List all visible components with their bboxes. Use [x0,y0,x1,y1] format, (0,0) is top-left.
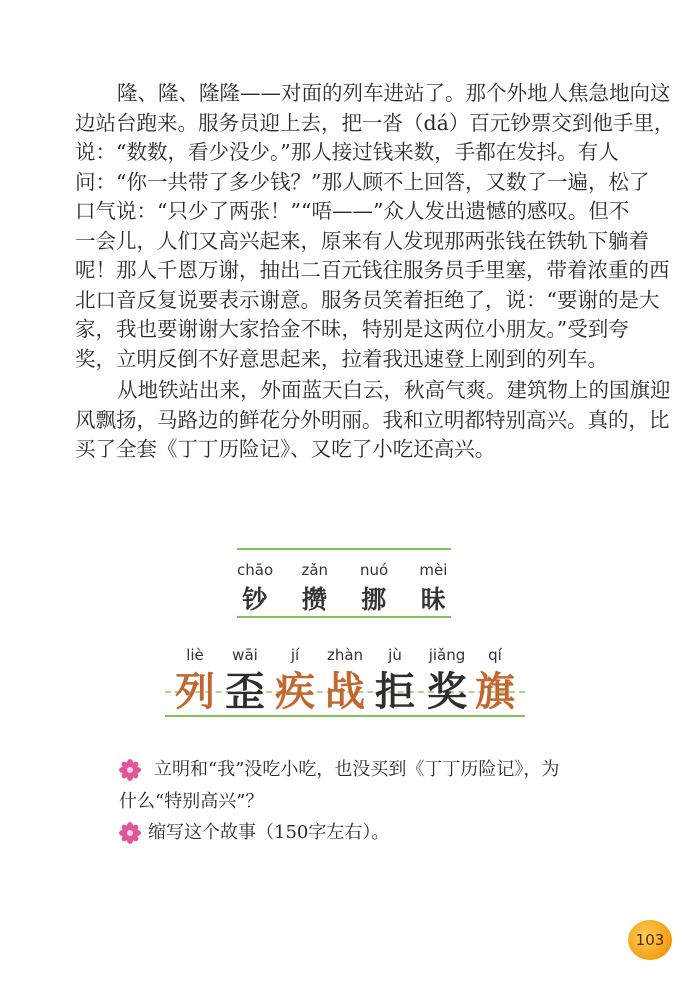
write-pinyin: wāi [232,646,258,664]
write-pinyin: zhàn [326,646,364,664]
write-pinyin: liè [186,646,204,664]
flower-icon [119,822,141,844]
text-line: 呢！那人千恩万谢，抽出二百元钱往服务员手里塞，带着浓重的西 [75,258,670,282]
vocab-pinyin: chāo [237,561,274,579]
text-line: 家，我也要谢谢大家拾金不昧，特别是这两位小朋友。”受到夸 [75,317,629,341]
guide-base-line [165,715,525,717]
vocab-char: 钞 [242,585,268,614]
vocab-char: 攒 [301,585,327,614]
write-pinyin: jù [388,646,402,664]
write-pinyin-row [165,646,525,668]
text-line: 说：“数数，看少没少。”那人接过钱来数，手都在发抖。有人 [75,140,619,164]
write-char: 拒 [375,668,415,715]
write-char: 奖 [427,668,467,715]
story-paragraph-1 [75,79,675,374]
text-line: 奖，立明反倒不好意思起来，拉着我迅速登上刚到的列车。 [75,346,608,371]
question-2: 缩写这个故事（150字左右）。 [148,822,390,843]
text-line: 隆、隆、隆隆——对面的列车进站了。那个外地人焦急地向这 [117,81,671,105]
write-char: 列 [175,668,215,715]
write-char: 战 [325,668,365,715]
question-1-line-2: 什么“特别高兴”？ [119,791,264,812]
vocab-top-line [237,548,451,550]
text-line: 口气说：“只少了两张！”“唔——”众人发出遗憾的感叹。但不 [75,199,630,223]
vocab-char-row [237,580,451,616]
vocab-pinyin: nuó [359,561,389,579]
vocab-pinyin: mèi [419,561,448,579]
vocab-char: 挪 [361,585,387,614]
text-line: 一会儿，人们又高兴起来，原来有人发现那两张钱在铁轨下躺着 [75,228,649,253]
write-char: 歪 [225,668,265,715]
text-line: 从地铁站出来，外面蓝天白云，秋高气爽。建筑物上的国旗迎 [117,378,671,402]
write-pinyin: qí [488,646,502,664]
write-char-row [165,667,525,717]
flower-icon [119,759,141,781]
text-line: 买了全套《丁丁历险记》、又吃了小吃还高兴。 [75,437,496,461]
write-char: 旗 [475,668,515,715]
text-line: 北口音反复说要表示谢意。服务员笑着拒绝了，说：“要谢的是大 [75,287,660,312]
vocab-bottom-line [237,616,451,618]
vocab-pinyin-row [237,561,451,579]
write-pinyin: jí [290,646,300,664]
vocab-char: 昧 [420,585,446,614]
text-line: 边站台跑来。服务员迎上去，把一沓（dá）百元钞票交到他手里， [75,110,675,135]
text-line: 风飘扬，马路边的鲜花分外明丽。我和立明都特别高兴。真的，比 [75,407,670,432]
page-number: 103 [628,920,672,960]
story-paragraph-2 [75,376,671,465]
write-char: 疾 [275,668,315,715]
vocab-pinyin: zǎn [301,561,329,579]
question-1-line-1: 立明和“我”没吃小吃，也没买到《丁丁历险记》，为 [154,759,560,780]
write-pinyin: jiǎng [428,646,466,664]
vocab-box [237,548,451,618]
text-line: 问：“你一共带了多少钱？”那人顾不上回答，又数了一遍，松了 [75,169,650,194]
